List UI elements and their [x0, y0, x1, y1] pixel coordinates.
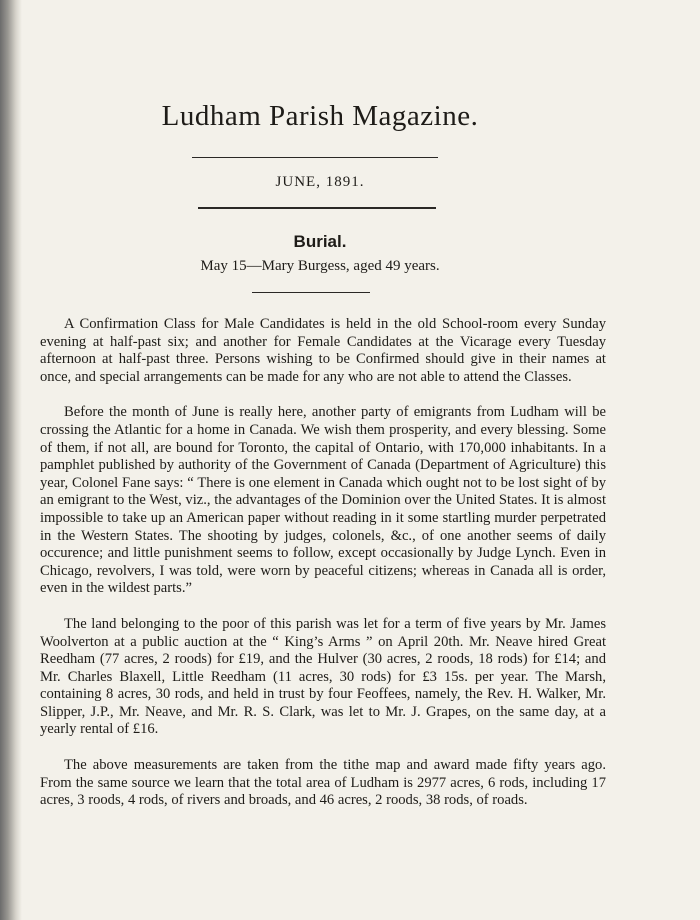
divider-top — [192, 157, 438, 158]
issue-date: JUNE, 1891. — [275, 174, 365, 190]
paragraph-confirmation: A Confirmation Class for Male Candidates is held in the old School-room every Sunday evening at half-past six; and another for Female Candidates at the Vicarage every Tuesday afternoon at half-past three. Persons wishing to be Confirmed should give in their names at once, and special arrangements can be made for any who are not able to attend the Classes. — [40, 316, 606, 385]
article-body — [40, 316, 606, 828]
paragraph-emigrants: Before the month of June is really here, another party of emigrants from Ludham will be crossing the Atlantic for a home in Canada. We wish them prosperity, and every blessing. Some of them, if not all, are bound for Toronto, the capital of Ontario, with 170,000 inhabitants. In a pamphlet published by authority of the Government of Canada (Department of Agriculture) this year, Colonel Fane says: “ There is one element in Canada which ought not to be lost sight of by an emigrant to the West, viz., the advantages of the Dominion over the United States. It is almost impossible to take up an American paper without reading in it some startling murder perpetrated in the Western States. The shooting by judges, colonels, &c., of one another seems of daily occurence; and little punishment seems to follow, except occasionally by Judge Lynch. Even in Chicago, revolvers, I was told, were worn by peaceful citizens; whereas in Canada all is order, even in the wildest parts.” — [40, 404, 606, 597]
magazine-title: Ludham Parish Magazine. — [161, 100, 479, 132]
paragraph-land: The land belonging to the poor of this parish was let for a term of five years by Mr. James Woolverton at a public auction at the “ King’s Arms ” on April 20th. Mr. Neave hired Great Reedham (77 acres, 2 roods) for £19, and the Hulver (30 acres, 2 roods, 18 rods) for £14; and Mr. Charles Blaxell, Little Reedham (11 acres, 30 rods) for £3 15s. per year. The Marsh, containing 8 acres, 30 rods, and held in trust by four Feoffees, namely, the Rev. H. Walker, Mr. Slipper, J.P., Mr. Neave, and Mr. R. S. Clark, was let to Mr. J. Grapes, on the same day, at a yearly rental of £16. — [40, 615, 606, 738]
burial-heading: Burial. — [293, 232, 347, 251]
divider-date — [198, 207, 436, 209]
paragraph-measurements: The above measurements are taken from the tithe map and award made fifty years ago. From the same source we learn that the total area of Ludham is 2977 acres, 6 rods, including 17 acres, 3 roods, 4 rods, of rivers and broads, and 46 acres, 2 roods, 38 rods, of roads. — [40, 757, 606, 809]
burial-entry: May 15—Mary Burgess, aged 49 years. — [200, 258, 440, 274]
divider-burial — [252, 292, 370, 293]
